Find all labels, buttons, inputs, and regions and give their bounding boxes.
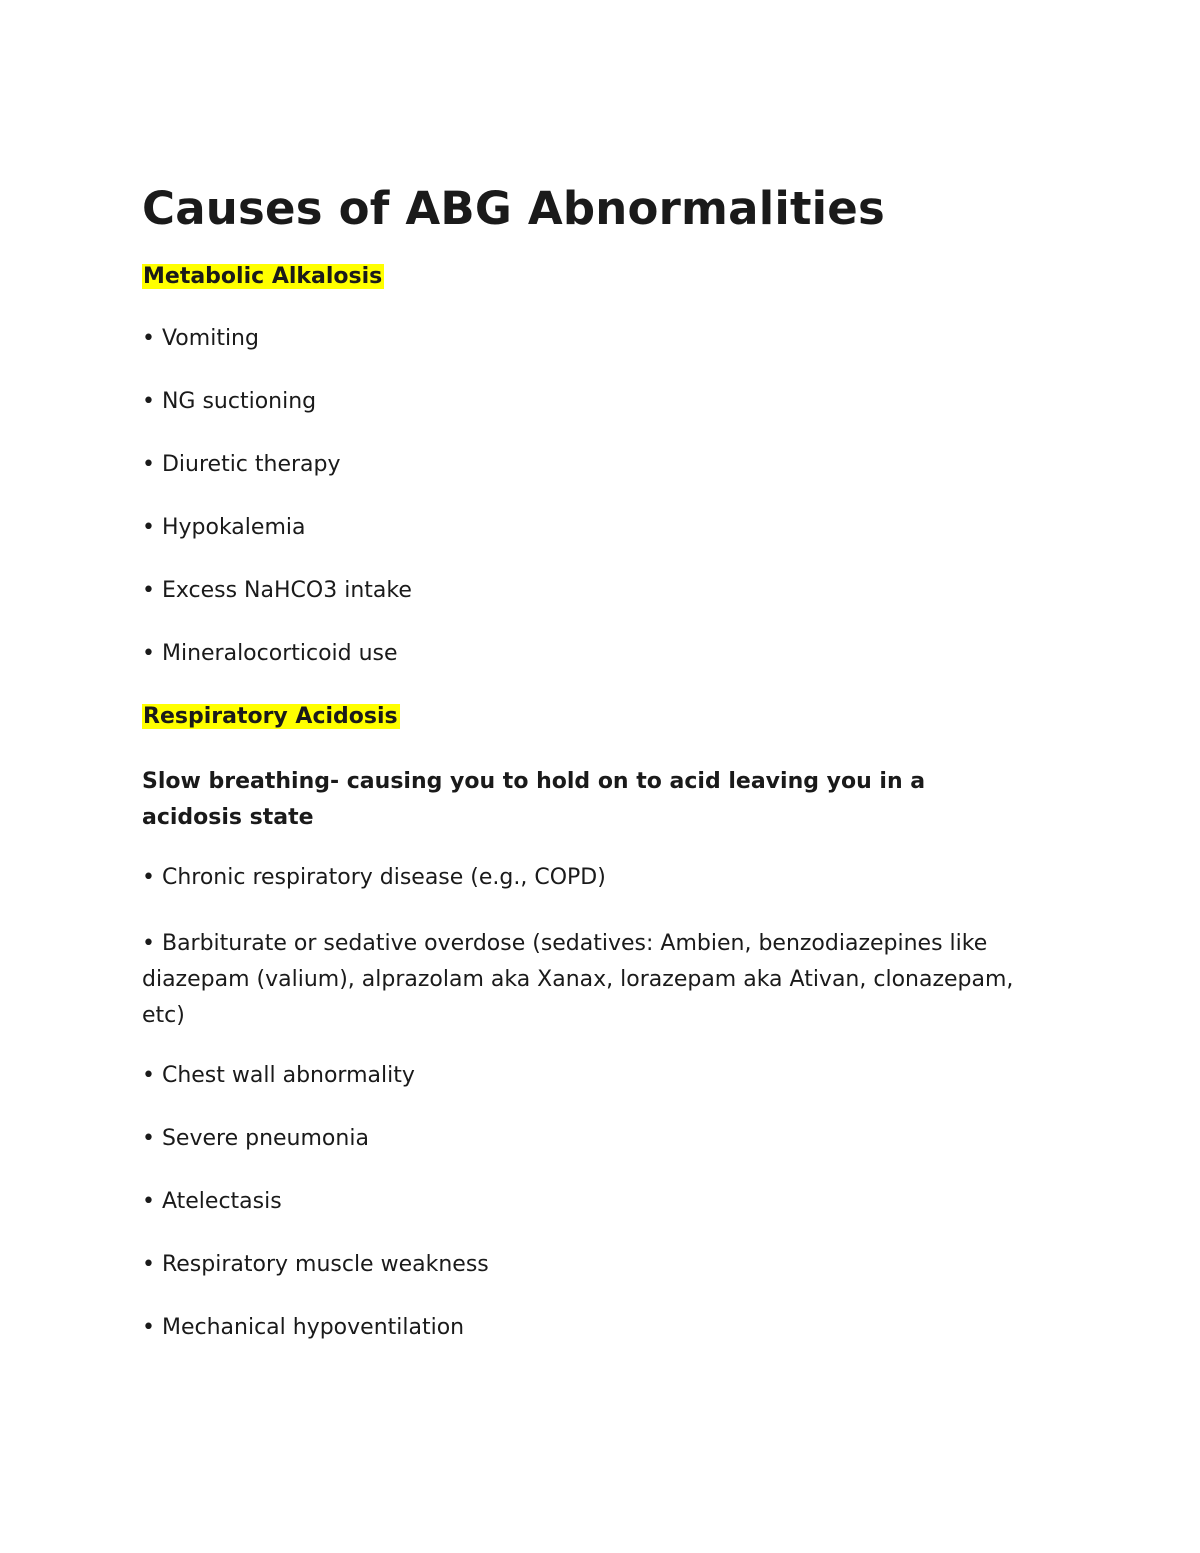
list-item: • Respiratory muscle weakness: [142, 1252, 489, 1277]
list-item: • NG suctioning: [142, 389, 317, 414]
list-item: • Diuretic therapy: [142, 452, 341, 477]
list-item: • Chronic respiratory disease (e.g., COPD): [142, 865, 606, 890]
list-item: • Hypokalemia: [142, 515, 306, 540]
highlighted-heading-text: Respiratory Acidosis: [143, 704, 398, 729]
section-heading-respiratory-acidosis: [142, 702, 1022, 732]
page-title: Causes of ABG Abnormalities: [142, 182, 885, 235]
list-item: • Atelectasis: [142, 1189, 282, 1214]
list-item: • Mechanical hypoventilation: [142, 1315, 465, 1340]
list-item: • Chest wall abnormality: [142, 1063, 415, 1088]
list-item: • Vomiting: [142, 326, 259, 351]
section-heading-metabolic-alkalosis: [142, 262, 1022, 292]
list-item: • Barbiturate or sedative overdose (sedatives: Ambien, benzodiazepines like diazepam (valium), alprazolam aka Xanax, lorazepam aka Ativan, clonazepam, etc): [142, 931, 1014, 1028]
section-note: Slow breathing- causing you to hold on to acid leaving you in a acidosis state: [142, 769, 926, 830]
document-body: [142, 178, 1022, 1376]
list-item: • Excess NaHCO3 intake: [142, 578, 412, 603]
list-item: • Severe pneumonia: [142, 1126, 369, 1151]
list-item: • Mineralocorticoid use: [142, 641, 398, 666]
highlighted-heading-text: Metabolic Alkalosis: [143, 264, 383, 289]
